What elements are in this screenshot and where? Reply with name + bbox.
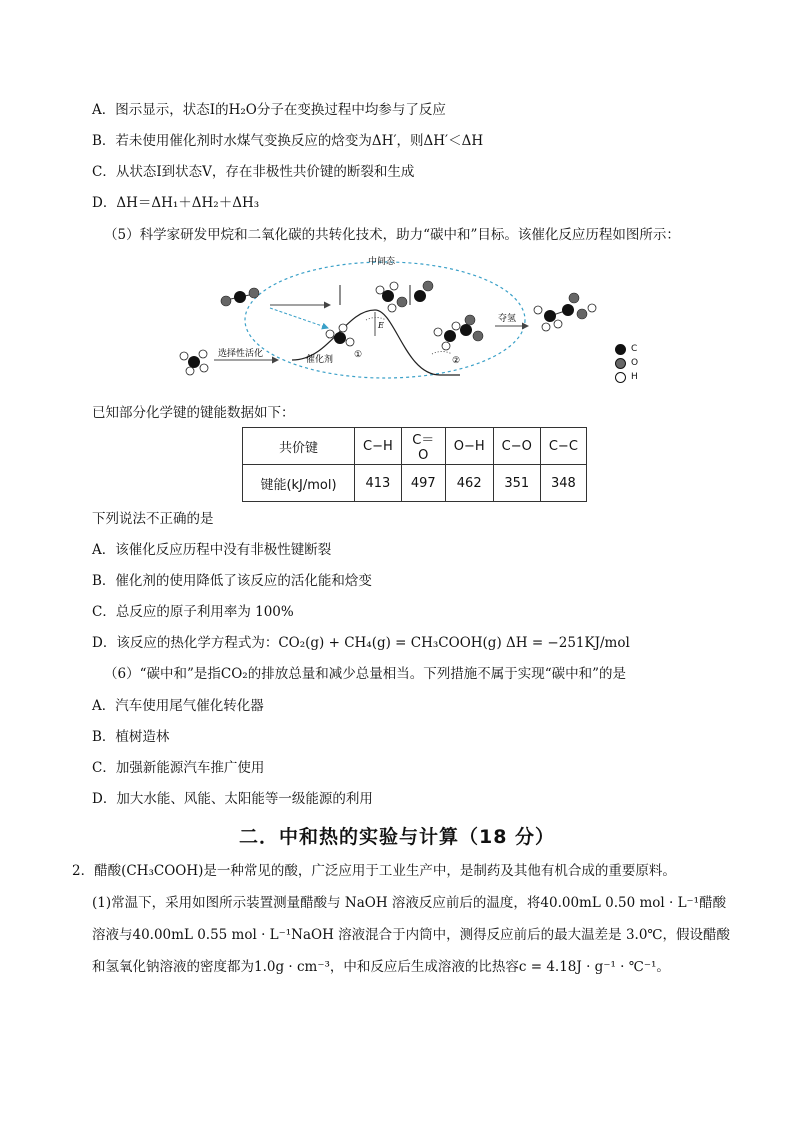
bond-value-cell: 348 bbox=[540, 465, 586, 502]
q6-option-d: D．加大水能、风能、太阳能等一级能源的利用 bbox=[92, 791, 373, 807]
hydrogen-capture-label: 夺氢 bbox=[498, 314, 517, 324]
reaction-mechanism-diagram bbox=[170, 250, 650, 395]
legend-item-carbon: C bbox=[615, 342, 655, 356]
adsorbed-intermediate-1-icon bbox=[326, 324, 354, 346]
bond-name-cell: C＝O bbox=[401, 428, 445, 465]
option-c-top: C．从状态Ⅰ到状态Ⅴ，存在非极性共价键的断裂和生成 bbox=[92, 164, 415, 180]
ch4-molecule-icon bbox=[180, 350, 208, 375]
energy-profile-curve bbox=[292, 310, 460, 375]
question-2-line-2: 溶液与40.00mL 0.55 mol · L⁻¹NaOH 溶液混合于内筒中，测得反应前后的最大温差是 3.0℃，假设醋酸 bbox=[92, 927, 731, 943]
legend-item-oxygen: O bbox=[615, 356, 655, 370]
option-d-top: D．ΔH＝ΔH₁＋ΔH₂＋ΔH₃ bbox=[92, 195, 260, 211]
bond-name-cell: O−H bbox=[445, 428, 493, 465]
table-row bbox=[243, 428, 587, 465]
selective-activation-label: 选择性活化 bbox=[218, 349, 264, 359]
bond-name-cell: C−C bbox=[540, 428, 586, 465]
bond-value-cell: 462 bbox=[445, 465, 493, 502]
q5-option-a: A．该催化反应历程中没有非极性键断裂 bbox=[92, 542, 332, 558]
transition-state-icon bbox=[366, 281, 433, 320]
q6-option-a: A．汽车使用尾气催化转化器 bbox=[92, 698, 264, 714]
intermediate-state-ellipse bbox=[245, 262, 525, 378]
adsorbed-intermediate-2-icon bbox=[432, 315, 483, 354]
q5-option-d: D．该反应的热化学方程式为：CO₂(g) + CH₄(g) = CH₃COOH(g) ΔH = −251KJ/mol bbox=[92, 635, 630, 651]
step-2-label: ② bbox=[452, 356, 461, 366]
acetic-acid-molecule-icon bbox=[534, 293, 596, 331]
q6-option-c: C．加强新能源汽车推广使用 bbox=[92, 760, 265, 776]
q5-option-c: C．总反应的原子利用率为 100% bbox=[92, 604, 294, 620]
bond-value-cell: 413 bbox=[355, 465, 402, 502]
q5-option-b: B．催化剂的使用降低了该反应的活化能和焓变 bbox=[92, 573, 372, 589]
question-2-line-3: 和氢氧化钠溶液的密度都为1.0g · cm⁻³，中和反应后生成溶液的比热容c = 4.18J · g⁻¹ · ℃⁻¹。 bbox=[92, 959, 670, 975]
intermediate-label: 中间态 bbox=[368, 257, 396, 267]
catalyst-label: 催化剂 bbox=[306, 355, 334, 365]
activation-energy-label: E bbox=[378, 321, 384, 330]
question-2-line-1: (1)常温下，采用如图所示装置测量醋酸与 NaOH 溶液反应前后的温度，将40.00mL 0.50 mol · L⁻¹醋酸 bbox=[92, 895, 727, 911]
atom-legend bbox=[615, 342, 655, 384]
q6-option-b: B．植树造林 bbox=[92, 729, 170, 745]
legend-item-hydrogen: H bbox=[615, 370, 655, 384]
question-2-intro: 2．醋酸(CH₃COOH)是一种常见的酸，广泛应用于工业生产中，是制药及其他有机合成的重要原料。 bbox=[72, 863, 676, 879]
question-5-prompt: 下列说法不正确的是 bbox=[92, 511, 214, 527]
co2-molecule-icon bbox=[221, 288, 259, 306]
bond-name-cell: C−O bbox=[493, 428, 540, 465]
option-b-top: B．若未使用催化剂时水煤气变换反应的焓变为ΔH′，则ΔH′＜ΔH bbox=[92, 133, 484, 149]
step-1-label: ① bbox=[354, 350, 363, 360]
bond-value-cell: 497 bbox=[401, 465, 445, 502]
bond-name-cell: C−H bbox=[355, 428, 402, 465]
table-header-cell: 共价键 bbox=[243, 428, 355, 465]
section-title: 二．中和热的实验与计算（18 分） bbox=[238, 826, 556, 848]
bond-energy-intro: 已知部分化学键的键能数据如下： bbox=[92, 405, 295, 421]
bond-value-cell: 351 bbox=[493, 465, 540, 502]
question-5-stem: （5）科学家研发甲烷和二氧化碳的共转化技术，助力“碳中和”目标。该催化反应历程如图所示： bbox=[104, 227, 680, 243]
question-6-stem: （6）“碳中和”是指CO₂的排放总量和减少总量相当。下列措施不属于实现“碳中和”的是 bbox=[104, 666, 627, 682]
table-header-cell: 键能(kJ/mol) bbox=[243, 465, 355, 502]
bond-energy-table bbox=[242, 427, 587, 502]
option-a-top: A．图示显示，状态Ⅰ的H₂O分子在变换过程中均参与了反应 bbox=[92, 102, 446, 118]
table-row bbox=[243, 465, 587, 502]
